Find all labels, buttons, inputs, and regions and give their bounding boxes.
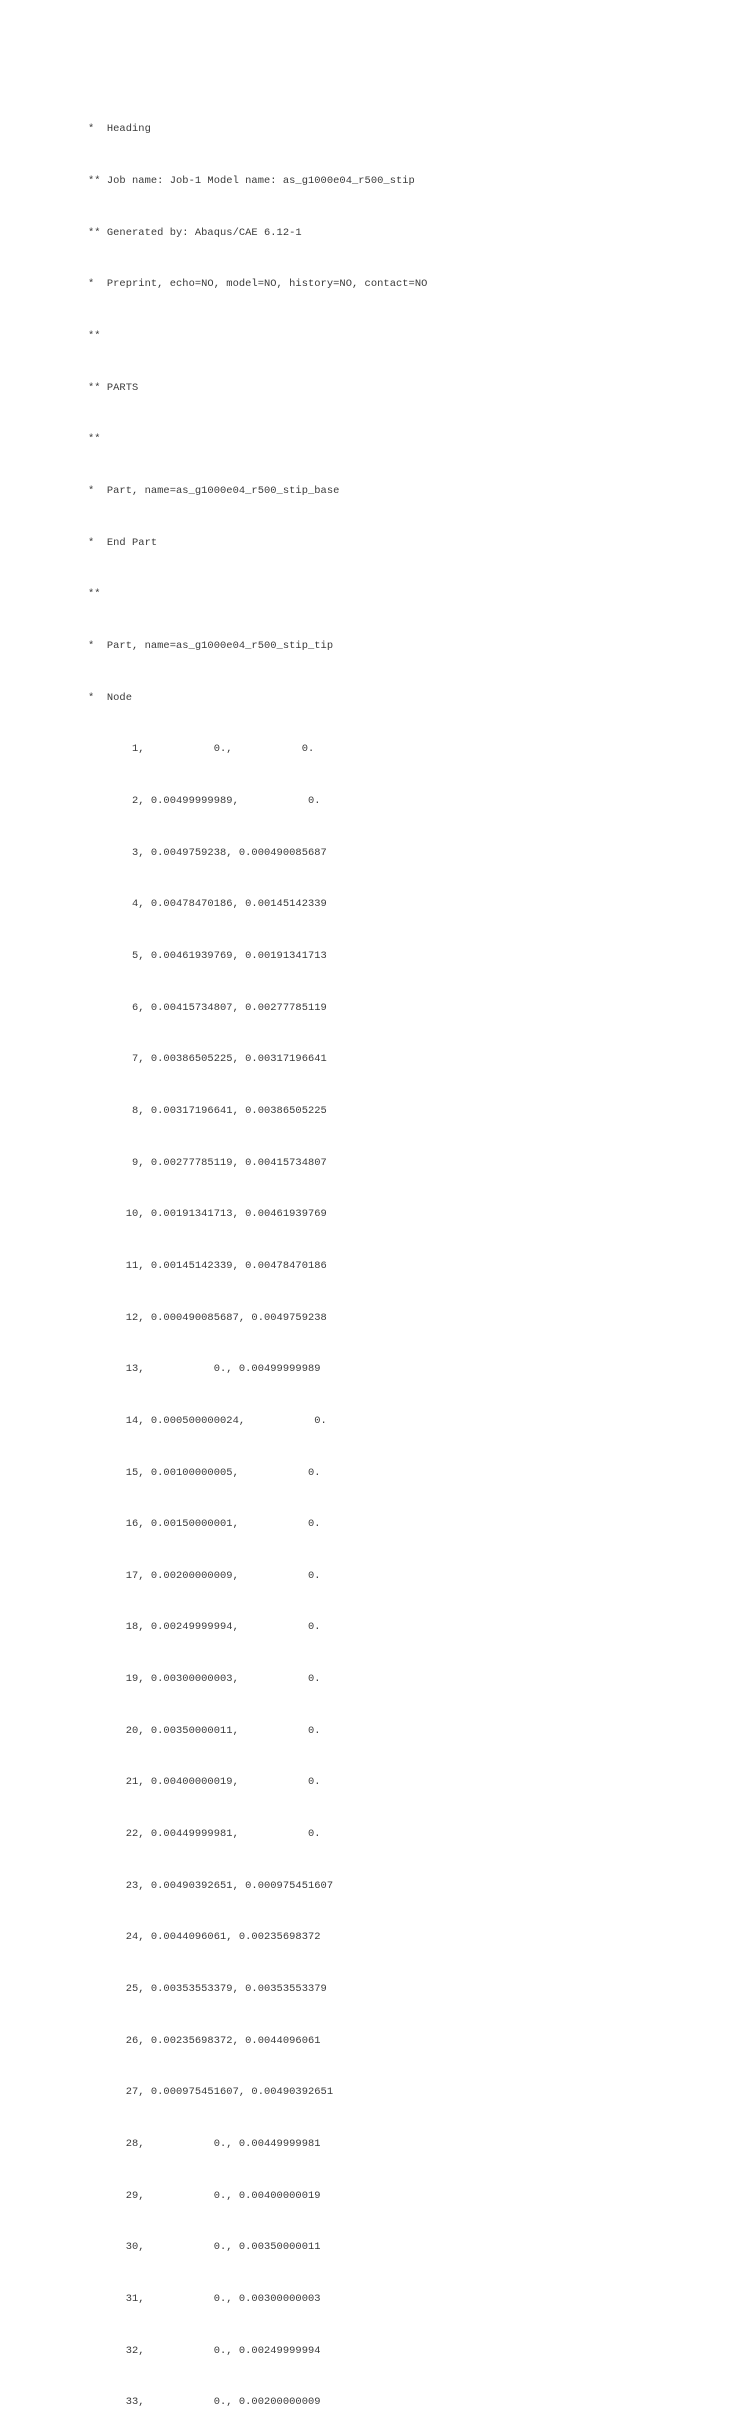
node-row: 12, 0.000490085687, 0.0049759238 xyxy=(88,1311,327,1324)
node-row: 5, 0.00461939769, 0.00191341713 xyxy=(88,949,327,962)
keyword-line: * Part, name=as_g1000e04_r500_stip_tip xyxy=(88,640,334,652)
node-row: 13, 0., 0.00499999989 xyxy=(88,1363,321,1376)
node-row: 23, 0.00490392651, 0.000975451607 xyxy=(88,1879,334,1892)
input-file-text xyxy=(88,87,708,2429)
node-row: 25, 0.00353553379, 0.00353553379 xyxy=(88,1983,327,1996)
keyword-line: * Node xyxy=(88,691,132,704)
node-row: 8, 0.00317196641, 0.00386505225 xyxy=(88,1104,327,1117)
node-row: 26, 0.00235698372, 0.0044096061 xyxy=(88,2034,321,2047)
node-row: 24, 0.0044096061, 0.00235698372 xyxy=(88,1931,321,1944)
node-row: 6, 0.00415734807, 0.00277785119 xyxy=(88,1001,327,1014)
comment-line: ** xyxy=(88,433,101,446)
keyword-line: * Preprint, echo=NO, model=NO, history=NO, contact=NO xyxy=(88,278,428,291)
node-row: 30, 0., 0.00350000011 xyxy=(88,2241,321,2254)
node-row: 11, 0.00145142339, 0.00478470186 xyxy=(88,1259,327,1272)
node-row: 10, 0.00191341713, 0.00461939769 xyxy=(88,1208,327,1221)
node-row: 28, 0., 0.00449999981 xyxy=(88,2138,321,2151)
node-row: 29, 0., 0.00400000019 xyxy=(88,2189,321,2202)
node-row: 16, 0.00150000001, 0. xyxy=(88,1518,321,1531)
node-row: 22, 0.00449999981, 0. xyxy=(88,1828,321,1841)
node-row: 27, 0.000975451607, 0.00490392651 xyxy=(88,2086,334,2099)
comment-line: ** Generated by: Abaqus/CAE 6.12-1 xyxy=(88,226,302,239)
comment-line: ** PARTS xyxy=(88,381,139,394)
node-row: 7, 0.00386505225, 0.00317196641 xyxy=(88,1053,327,1066)
node-row: 20, 0.00350000011, 0. xyxy=(88,1724,321,1737)
keyword-line: * Part, name=as_g1000e04_r500_stip_base xyxy=(88,485,340,498)
comment-line: ** xyxy=(88,588,101,601)
keyword-line: * End Part xyxy=(88,536,158,549)
keyword-line: * Heading xyxy=(88,123,151,136)
comment-line: ** Job name: Job-1 Model name: as_g1000e04_r500_stip xyxy=(88,175,415,188)
node-row: 17, 0.00200000009, 0. xyxy=(88,1569,321,1582)
node-row: 9, 0.00277785119, 0.00415734807 xyxy=(88,1156,327,1169)
node-row: 15, 0.00100000005, 0. xyxy=(88,1466,321,1479)
node-row: 33, 0., 0.00200000009 xyxy=(88,2396,321,2409)
node-row: 32, 0., 0.00249999994 xyxy=(88,2344,321,2357)
node-row: 21, 0.00400000019, 0. xyxy=(88,1776,321,1789)
node-row: 1, 0., 0. xyxy=(88,743,315,756)
node-row: 31, 0., 0.00300000003 xyxy=(88,2293,321,2305)
node-row: 2, 0.00499999989, 0. xyxy=(88,794,321,807)
node-row: 14, 0.000500000024, 0. xyxy=(88,1414,327,1427)
comment-line: ** xyxy=(88,330,101,343)
node-row: 3, 0.0049759238, 0.000490085687 xyxy=(88,846,327,859)
node-row: 19, 0.00300000003, 0. xyxy=(88,1673,321,1686)
node-row: 18, 0.00249999994, 0. xyxy=(88,1621,321,1634)
node-row: 4, 0.00478470186, 0.00145142339 xyxy=(88,898,327,911)
